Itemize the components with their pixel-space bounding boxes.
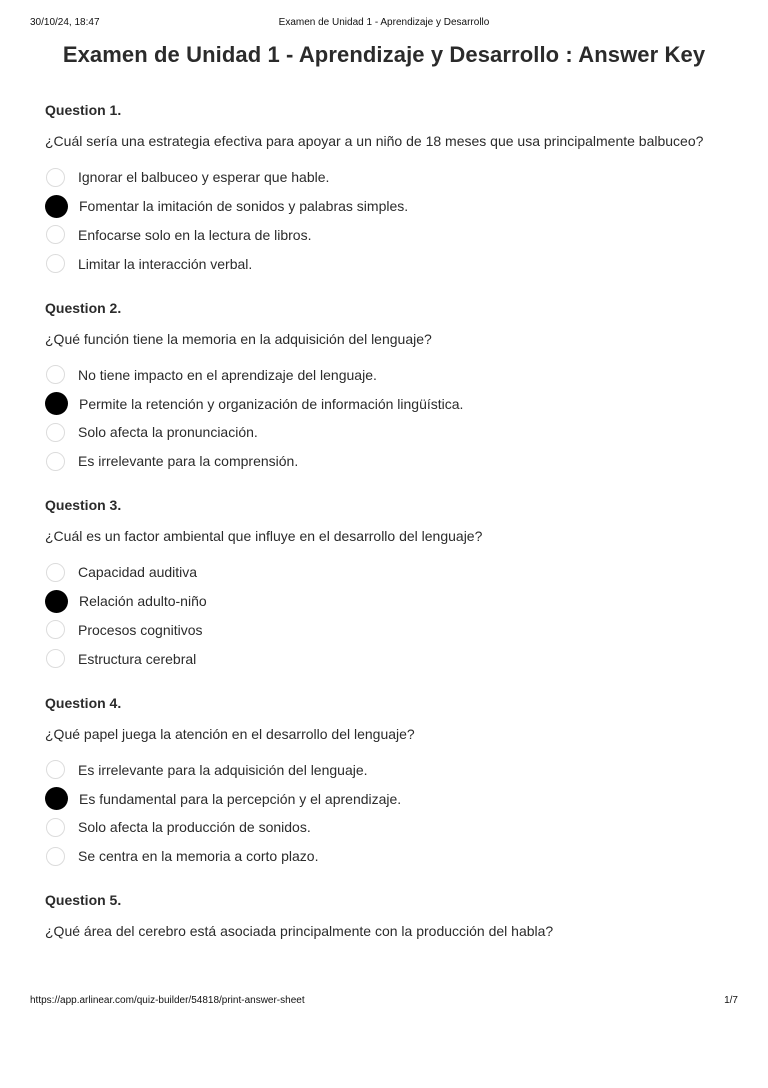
answer-option[interactable]	[45, 418, 735, 447]
radio-unselected-icon[interactable]	[46, 649, 65, 668]
answer-option[interactable]	[45, 221, 735, 250]
radio-unselected-icon[interactable]	[46, 225, 65, 244]
answer-option-correct[interactable]	[45, 784, 735, 813]
answer-option-label: Se centra en la memoria a corto plazo.	[78, 848, 319, 865]
question-2	[45, 298, 735, 496]
answer-option-label: Permite la retención y organización de información lingüística.	[79, 395, 464, 412]
answer-option[interactable]	[45, 361, 735, 390]
radio-unselected-icon[interactable]	[46, 847, 65, 866]
radio-unselected-icon[interactable]	[46, 168, 65, 187]
radio-selected-icon[interactable]	[45, 195, 68, 218]
answer-option-label: Enfocarse solo en la lectura de libros.	[78, 226, 312, 243]
answer-option[interactable]	[45, 249, 735, 278]
question-label: Question 3.	[45, 497, 122, 513]
print-header	[30, 17, 738, 31]
question-label: Question 4.	[45, 694, 122, 711]
question-text: ¿Qué función tiene la memoria en la adquisición del lenguaje?	[45, 330, 432, 347]
answer-option-label: Relación adulto-niño	[79, 593, 207, 610]
answer-option[interactable]	[45, 644, 735, 673]
question-label: Question 1.	[45, 102, 122, 118]
radio-unselected-icon[interactable]	[46, 818, 65, 837]
question-list	[45, 100, 735, 1088]
radio-unselected-icon[interactable]	[46, 365, 65, 384]
answer-option[interactable]	[45, 447, 735, 476]
answer-option-label: Es fundamental para la percepción y el aprendizaje.	[79, 790, 402, 807]
answer-option-label: Estructura cerebral	[78, 650, 197, 667]
radio-unselected-icon[interactable]	[46, 423, 65, 442]
answer-option-label: No tiene impacto en el aprendizaje del lenguaje.	[78, 366, 377, 383]
answer-option-label: Solo afecta la pronunciación.	[78, 424, 258, 441]
answer-options	[45, 756, 735, 871]
page-title: Examen de Unidad 1 - Aprendizaje y Desarrollo : Answer Key	[62, 42, 706, 67]
radio-unselected-icon[interactable]	[46, 620, 65, 639]
radio-selected-icon[interactable]	[45, 392, 68, 415]
page-number: 1/7	[724, 995, 738, 1006]
answer-option[interactable]	[45, 558, 735, 587]
radio-unselected-icon[interactable]	[46, 760, 65, 779]
answer-options	[45, 558, 735, 673]
radio-unselected-icon[interactable]	[46, 254, 65, 273]
radio-unselected-icon[interactable]	[46, 563, 65, 582]
answer-option[interactable]	[45, 163, 735, 192]
answer-option[interactable]	[45, 616, 735, 645]
radio-selected-icon[interactable]	[45, 590, 68, 613]
answer-option-correct[interactable]	[45, 587, 735, 616]
question-text: ¿Cuál sería una estrategia efectiva para apoyar a un niño de 18 meses que usa principalmente balbuceo?	[45, 133, 704, 149]
question-text: ¿Cuál es un factor ambiental que influye en el desarrollo del lenguaje?	[45, 528, 483, 544]
answer-option-label: Es irrelevante para la comprensión.	[78, 453, 299, 470]
answer-option[interactable]	[45, 813, 735, 842]
question-text: ¿Qué área del cerebro está asociada principalmente con la producción del habla?	[45, 923, 554, 939]
question-1	[45, 100, 735, 298]
answer-option[interactable]	[45, 842, 735, 871]
question-4	[45, 693, 735, 891]
question-5	[45, 890, 735, 1088]
answer-option-correct[interactable]	[45, 389, 735, 418]
answer-option[interactable]	[45, 756, 735, 785]
question-text: ¿Qué papel juega la atención en el desarrollo del lenguaje?	[45, 725, 415, 742]
answer-options	[45, 163, 735, 278]
print-footer	[30, 995, 738, 1009]
answer-option-label: Capacidad auditiva	[78, 564, 198, 581]
radio-selected-icon[interactable]	[45, 787, 68, 810]
print-url: https://app.arlinear.com/quiz-builder/54818/print-answer-sheet	[30, 995, 305, 1006]
print-date: 30/10/24, 18:47	[30, 17, 100, 28]
answer-option-label: Fomentar la imitación de sonidos y palabras simples.	[79, 198, 409, 215]
answer-option-correct[interactable]	[45, 192, 735, 221]
answer-option-label: Procesos cognitivos	[78, 621, 203, 638]
answer-option-label: Limitar la interacción verbal.	[78, 255, 253, 272]
print-doc-title: Examen de Unidad 1 - Aprendizaje y Desarrollo	[278, 17, 490, 28]
question-3	[45, 495, 735, 693]
question-label: Question 5.	[45, 892, 122, 908]
question-label: Question 2.	[45, 299, 122, 316]
answer-option-label: Solo afecta la producción de sonidos.	[78, 819, 311, 836]
radio-unselected-icon[interactable]	[46, 452, 65, 471]
answer-option-label: Es irrelevante para la adquisición del lenguaje.	[78, 761, 368, 778]
answer-option-label: Ignorar el balbuceo y esperar que hable.	[78, 169, 330, 186]
answer-options	[45, 361, 735, 476]
